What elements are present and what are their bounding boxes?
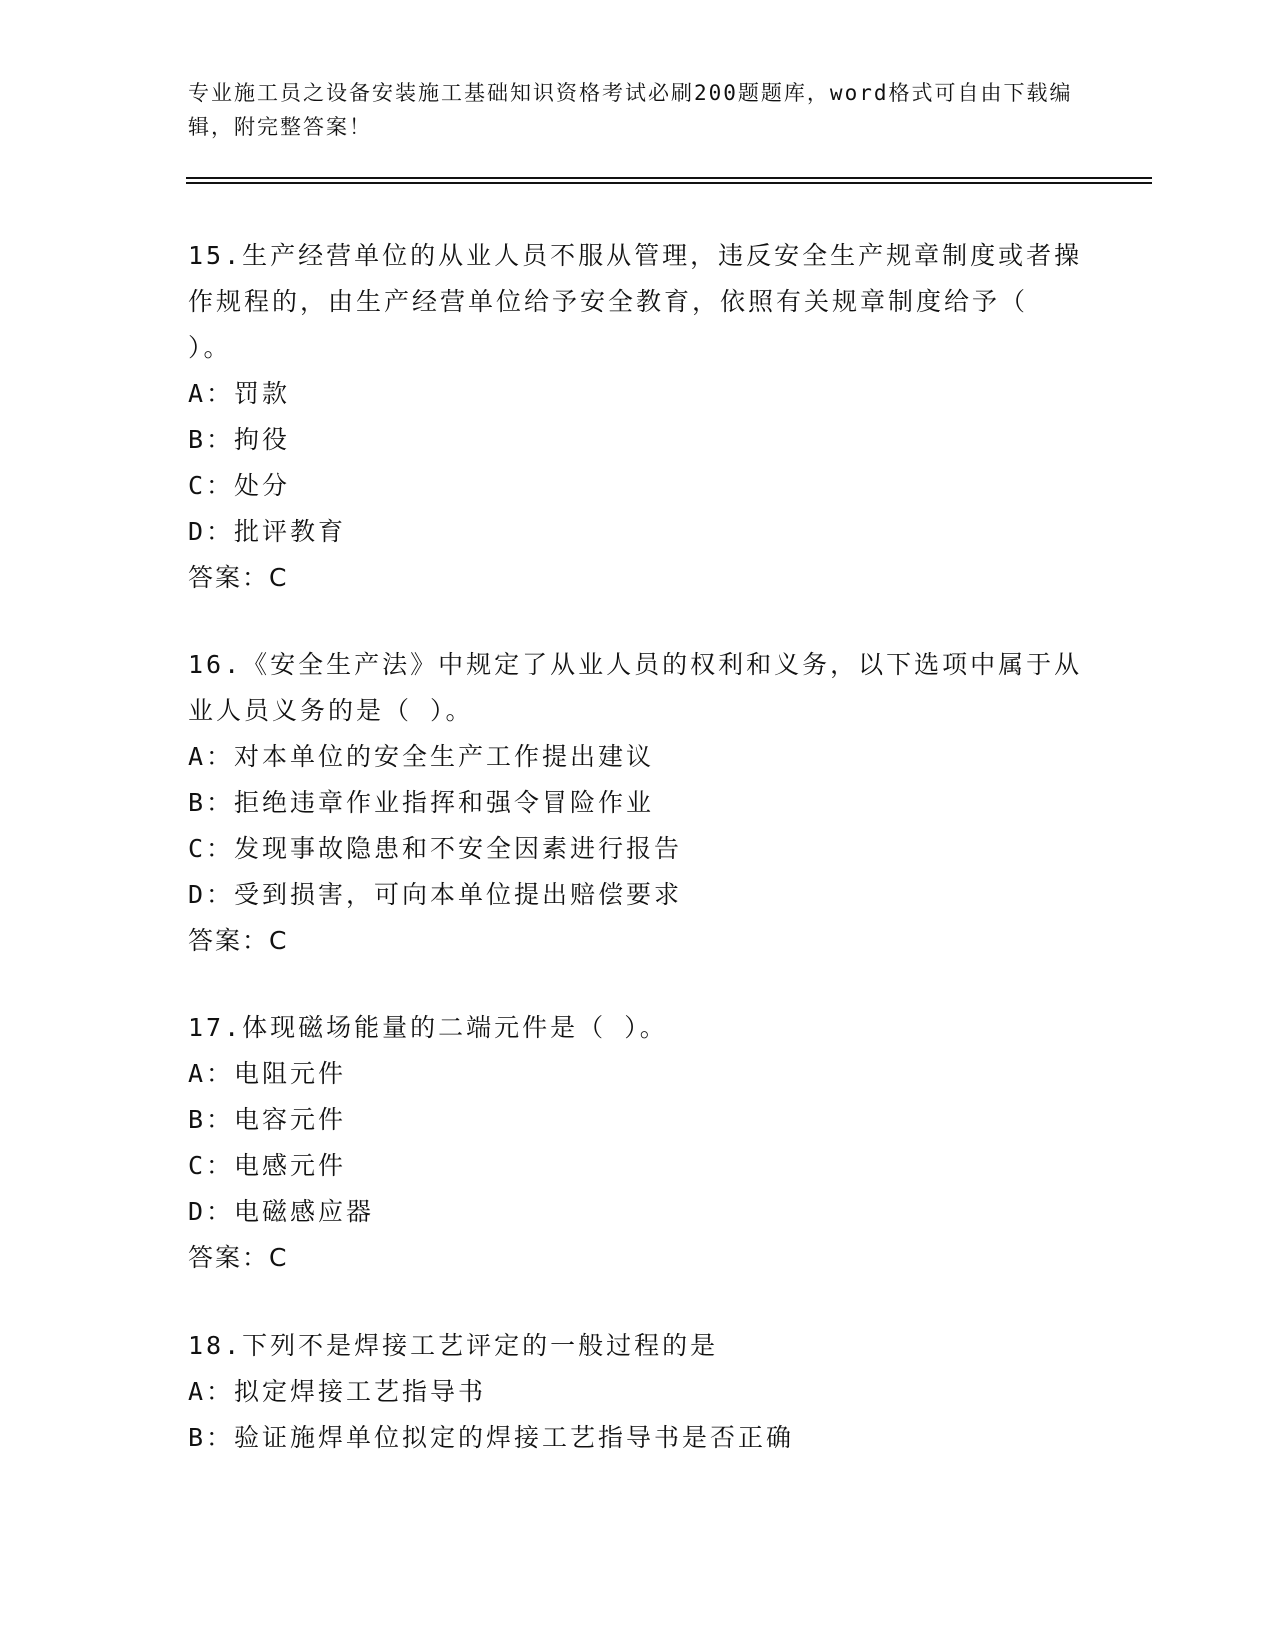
answer: 答案：C [188, 563, 289, 592]
header-rule-top [186, 177, 1152, 179]
question-18 [188, 1323, 1088, 1461]
option-a: A：罚款 [188, 379, 291, 408]
question-stem: 16.《安全生产法》中规定了从业人员的权利和义务，以下选项中属于从业人员义务的是（ ）。 [188, 650, 1083, 725]
option-d: D：受到损害，可向本单位提出赔偿要求 [188, 880, 683, 909]
option-d: D：批评教育 [188, 517, 347, 546]
answer: 答案：C [188, 926, 289, 955]
question-stem: 17.体现磁场能量的二端元件是（ ）。 [188, 1013, 668, 1042]
option-d: D：电磁感应器 [188, 1197, 375, 1226]
question-stem: 18.下列不是焊接工艺评定的一般过程的是 [188, 1331, 719, 1360]
option-a: A：对本单位的安全生产工作提出建议 [188, 742, 655, 771]
option-a: A：电阻元件 [188, 1059, 347, 1088]
option-c: C：处分 [188, 471, 291, 500]
answer: 答案：C [188, 1243, 289, 1272]
option-b: B：拘役 [188, 425, 291, 454]
document-header: 专业施工员之设备安装施工基础知识资格考试必刷200题题库，word格式可自由下载编辑，附完整答案！ [188, 81, 1073, 139]
question-15 [188, 233, 1088, 601]
option-b: B：拒绝违章作业指挥和强令冒险作业 [188, 788, 655, 817]
question-stem: 15.生产经营单位的从业人员不服从管理，违反安全生产规章制度或者操作规程的，由生产经营单位给予安全教育，依照有关规章制度给予（ ）。 [188, 241, 1083, 362]
question-16 [188, 642, 1088, 964]
option-b: B：验证施焊单位拟定的焊接工艺指导书是否正确 [188, 1423, 795, 1452]
header-rule-bottom [186, 182, 1152, 184]
option-a: A：拟定焊接工艺指导书 [188, 1377, 487, 1406]
option-c: C：发现事故隐患和不安全因素进行报告 [188, 834, 683, 863]
option-b: B：电容元件 [188, 1105, 347, 1134]
question-17 [188, 1005, 1088, 1281]
option-c: C：电感元件 [188, 1151, 347, 1180]
